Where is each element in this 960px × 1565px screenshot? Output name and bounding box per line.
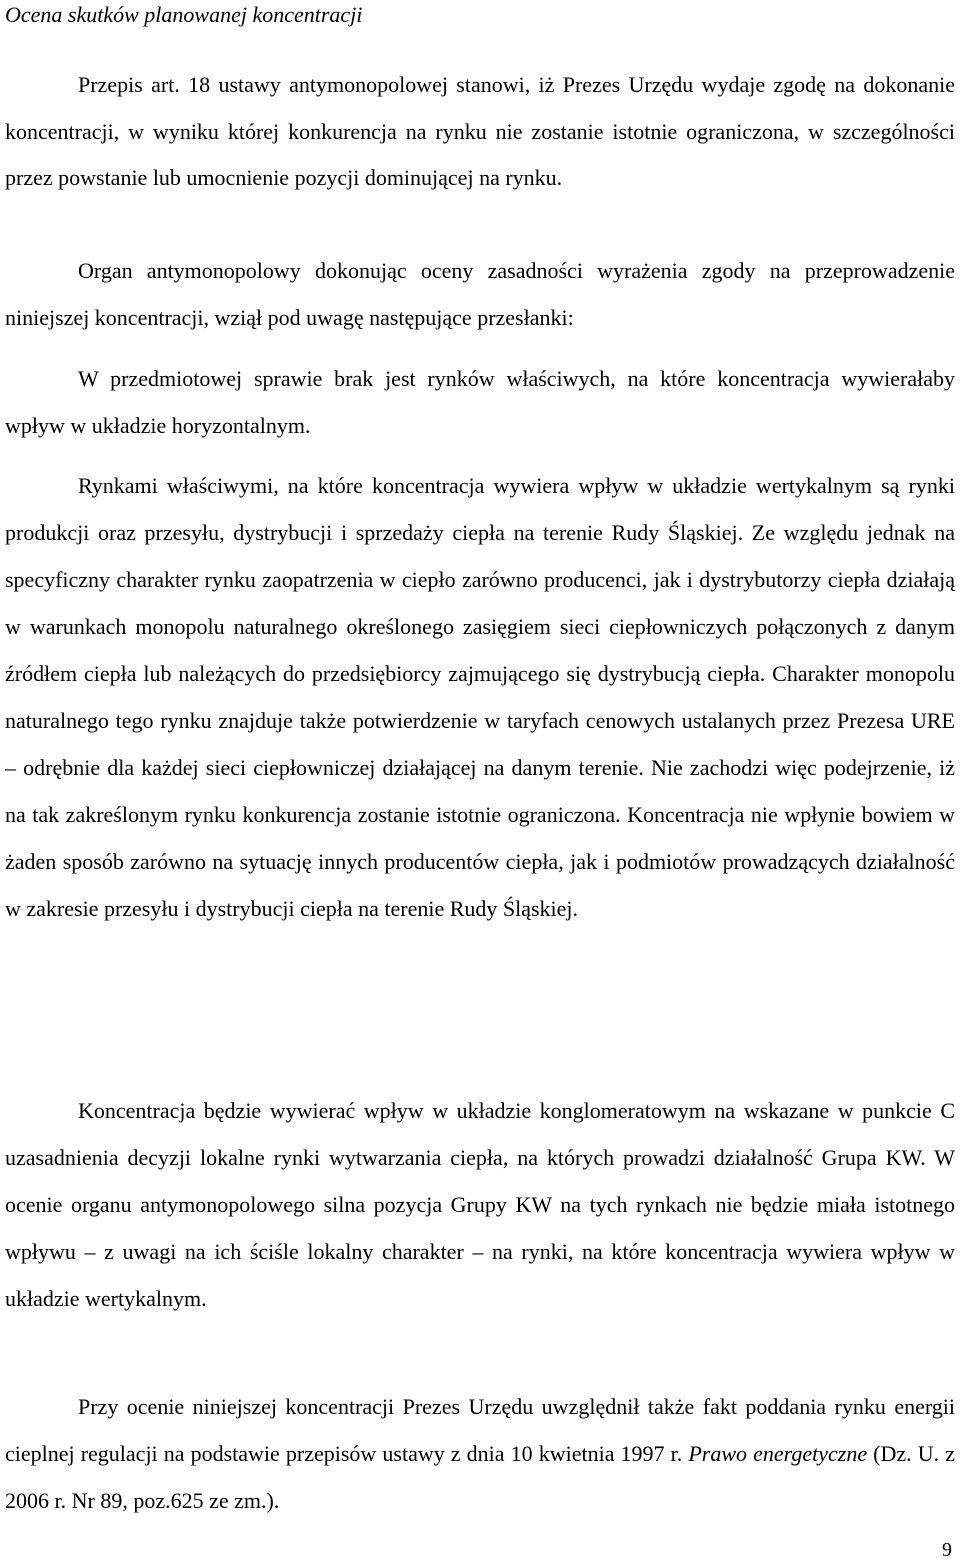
paragraph-art-18: Przepis art. 18 ustawy antymonopolowej stanowi, iż Prezes Urzędu wydaje zgodę na dokonanie koncentracji, w wyniku której konkurencja na rynku nie zostanie istotnie ograniczona, w szczególności przez powstanie lub umocnienie pozycji dominującej na rynku.: [5, 72, 955, 191]
paragraph-vertical-markets: Rynkami właściwymi, na które koncentracja wywiera wpływ w układzie wertykalnym są rynki produkcji oraz przesyłu, dystrybucji i sprzedaży ciepła na terenie Rudy Śląskiej. Ze względu jednak na specyficzny charakter rynku zaopatrzenia w ciepło zarówno producenci, jak i dystrybutorzy ciepła działają w warunkach monopolu naturalnego określonego zasięgiem sieci ciepłowniczych połączonych z danym źródłem ciepła lub należących do przedsiębiorcy zajmującego się dystrybucją ciepła. Charakter monopolu naturalnego tego rynku znajduje także potwierdzenie w taryfach cenowych ustalanych przez Prezesa URE – odrębnie dla każdej sieci ciepłowniczej działającej na danym terenie. Nie zachodzi więc podejrzenie, iż na tak zakreślonym rynku konkurencja zostanie istotnie ograniczona. Koncentracja nie wpłynie bowiem w żaden sposób zarówno na sytuację innych producentów ciepła, jak i podmiotów prowadzących działalność w zakresie przesyłu i dystrybucji ciepła na terenie Rudy Śląskiej.: [5, 473, 955, 921]
paragraph-horizontal-markets: W przedmiotowej sprawie brak jest rynków właściwych, na które koncentracja wywierałaby wpływ w układzie horyzontalnym.: [5, 366, 955, 438]
energy-regulation-text-start: Przy ocenie niniejszej koncentracji Prezes Urzędu uwzględnił także fakt poddania rynku energii cieplnej regulacji na podstawie przepisów ustawy z dnia 10 kwietnia 1997 r.: [5, 1394, 955, 1466]
paragraph-organ-assessment: Organ antymonopolowy dokonując oceny zasadności wyrażenia zgody na przeprowadzenie niniejszej koncentracji, wziął pod uwagę następujące przesłanki:: [5, 258, 955, 330]
paragraph-energy-regulation: [5, 1383, 955, 1524]
paragraph-conglomerate-effect: Koncentracja będzie wywierać wpływ w układzie konglomeratowym na wskazane w punkcie C uzasadnienia decyzji lokalne rynki wytwarzania ciepła, na których prowadzi działalność Grupa KW. W ocenie organu antymonopolowego silna pozycja Grupy KW na tych rynkach nie będzie miała istotnego wpływu – z uwagi na ich ściśle lokalny charakter – na rynki, na które koncentracja wywiera wpływ w układzie wertykalnym.: [5, 1098, 955, 1311]
section-title: Ocena skutków planowanej koncentracji: [5, 2, 363, 27]
page-number: 9: [942, 1539, 952, 1561]
energy-law-title: Prawo energetyczne: [688, 1441, 868, 1466]
energy-regulation-text-end: (Dz. U. z 2006 r. Nr 89, poz.625 ze zm.).: [5, 1441, 955, 1513]
